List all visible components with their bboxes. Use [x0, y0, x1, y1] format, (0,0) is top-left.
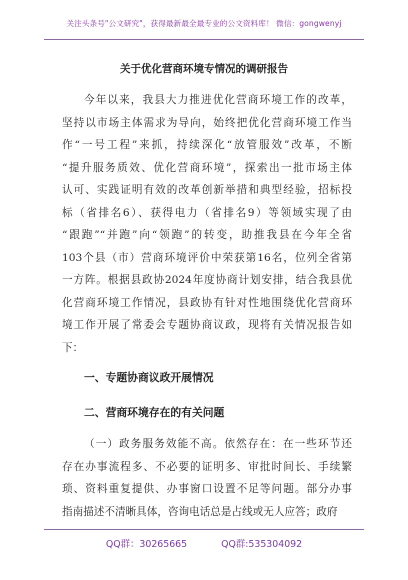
text-line: 103个县（市）营商环境评价中荣获第16名，位列全省第 — [62, 251, 352, 264]
qq-group-1: QQ群：30265665 — [105, 539, 188, 550]
text-line: 下： — [62, 341, 84, 354]
header-divider — [44, 39, 364, 40]
text-line: 坚持以市场主体需求为导向，始终把优化营商环境工作当 — [62, 116, 352, 129]
text-line: 认可、实践证明有效的改革创新举措和典型经验，招标投 — [62, 184, 352, 196]
text-line: 化营商环境工作情况，县政协有针对性地围绕优化营商环 — [62, 296, 352, 309]
text-line: 标（省排名6）、获得电力（省排名9）等领域实现了由 — [62, 206, 352, 219]
text-line: 境工作开展了常委会专题协商议政，现将有关情况报告如 — [62, 319, 352, 331]
text-line: 琐、资料重复提供、办事窗口设置不足等问题。部分办事 — [62, 483, 352, 495]
section-heading-1: 一、专题协商议政开展情况 — [84, 371, 214, 384]
footer-divider — [44, 529, 364, 530]
text-line: 作“一号工程”来抓，持续深化“放管服效”改革，不断 — [62, 139, 352, 151]
section-heading-2: 二、营商环境存在的有关问题 — [84, 406, 225, 419]
text-line: “提升服务质效、优化营商环境”，探索出一批市场主体 — [62, 161, 352, 174]
text-line: 一方阵。根据县政协2024年度协商计划安排，结合我县优 — [62, 274, 352, 286]
promo-banner: 关注头条号"公文研究"，获得最新最全最专业的公文资料库！ 微信：gongwenyj — [66, 19, 342, 28]
qq-group-2: QQ群:535304092 — [221, 539, 303, 550]
text-line: 指南描述不清晰具体，咨询电话总是占线或无人应答；政府 — [62, 505, 338, 518]
footer — [0, 536, 408, 550]
document-title: 关于优化营商环境专情况的调研报告 — [120, 63, 288, 75]
text-line: 存在办事流程多、不必要的证明多、审批时间长、手续繁 — [62, 460, 352, 473]
text-line: “跟跑”“并跑”向“领跑”的转变，助推我县在今年全省 — [62, 229, 352, 241]
text-line: 今年以来，我县大力推进优化营商环境工作的改革， — [84, 94, 352, 106]
text-line: （一）政务服务效能不高。依然存在：在一些环节还 — [84, 438, 352, 450]
